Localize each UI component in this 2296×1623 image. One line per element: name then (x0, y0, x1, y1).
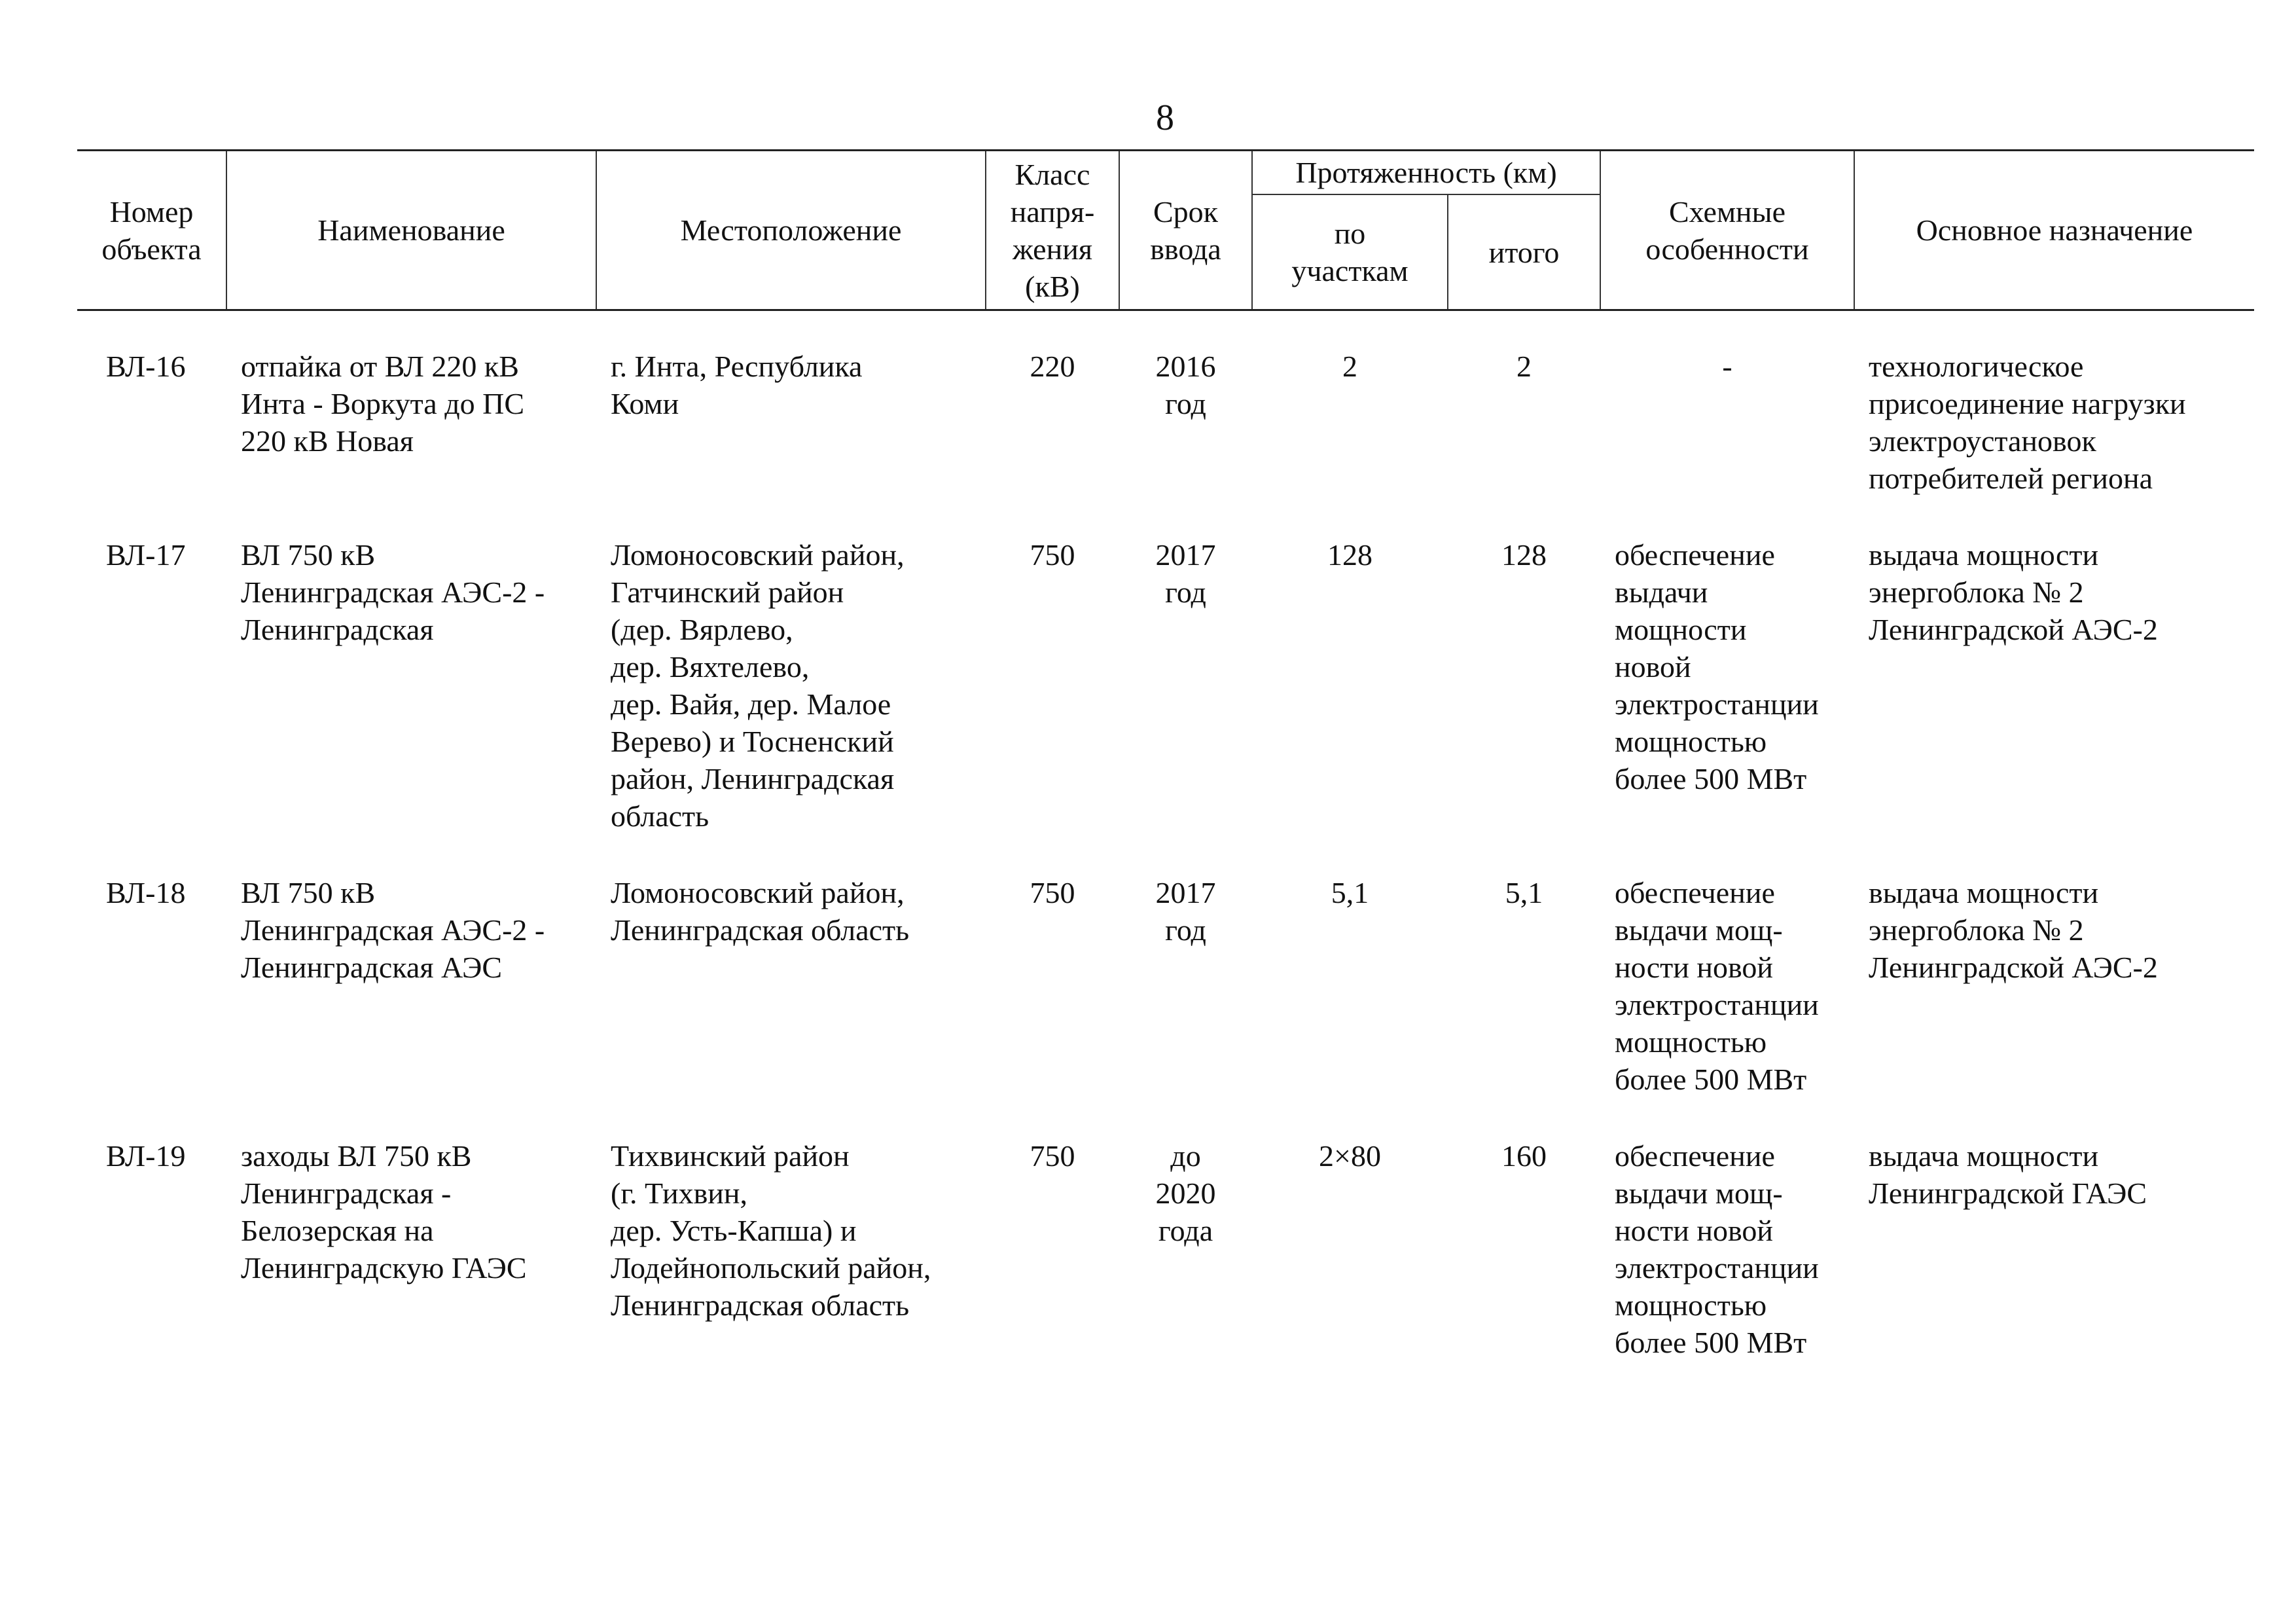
page-number: 8 (1156, 98, 1174, 138)
cell-name: заходы ВЛ 750 кВ Ленинградская - Белозерская на Ленинградскую ГАЭС (241, 1139, 527, 1285)
cell-purpose: выдача мощности энергоблока № 2 Ленинградской АЭС-2 (1869, 876, 2158, 984)
header-location: Местоположение (596, 151, 986, 310)
cell-commissioning: до 2020 года (1155, 1139, 1216, 1247)
cell-location: г. Инта, Республика Коми (611, 350, 863, 420)
cell-length-total: 2 (1516, 350, 1532, 383)
cell-number: ВЛ-18 (106, 876, 186, 909)
cell-purpose: выдача мощности Ленинградской ГАЭС (1869, 1139, 2147, 1210)
cell-number: ВЛ-16 (106, 350, 186, 383)
cell-purpose: выдача мощности энергоблока № 2 Ленинградской АЭС-2 (1869, 538, 2158, 646)
cell-name: ВЛ 750 кВ Ленинградская АЭС-2 - Ленинградская (241, 538, 545, 646)
table-row (77, 1098, 2254, 1361)
table-row (77, 497, 2254, 835)
header-scheme: Схемные особенности (1600, 151, 1854, 310)
header-purpose: Основное назначение (1854, 151, 2254, 310)
cell-scheme: обеспечение выдачи мощ- ности новой электростанции мощностью более 500 МВт (1615, 1139, 1819, 1359)
cell-length-sections: 128 (1327, 538, 1372, 572)
power-lines-table (77, 149, 2254, 1361)
header-name: Наименование (226, 151, 596, 310)
cell-location: Ломоносовский район, Ленинградская область (611, 876, 910, 947)
cell-length-total: 5,1 (1505, 876, 1543, 909)
table-row (77, 310, 2254, 498)
header-length-total: итого (1448, 194, 1600, 310)
cell-length-total: 128 (1501, 538, 1547, 572)
cell-name: ВЛ 750 кВ Ленинградская АЭС-2 - Ленинградская АЭС (241, 876, 545, 984)
cell-voltage: 750 (1030, 876, 1075, 909)
cell-commissioning: 2017 год (1155, 876, 1216, 947)
cell-location: Тихвинский район (г. Тихвин, дер. Усть-Капша) и Лодейнопольский район, Ленинградская область (611, 1139, 931, 1322)
cell-scheme: обеспечение выдачи мощ- ности новой электростанции мощностью более 500 МВт (1615, 876, 1819, 1096)
header-length-sections: по участкам (1252, 194, 1448, 310)
cell-length-total: 160 (1501, 1139, 1547, 1173)
cell-length-sections: 2×80 (1319, 1139, 1381, 1173)
cell-location: Ломоносовский район, Гатчинский район (дер. Вярлево, дер. Вяхтелево, дер. Вайя, дер. Малое Верево) и Тосненский район, Ленинградская область (611, 538, 905, 833)
cell-number: ВЛ-19 (106, 1139, 186, 1173)
cell-name: отпайка от ВЛ 220 кВ Инта - Воркута до ПС 220 кВ Новая (241, 350, 525, 458)
table-header (77, 151, 2254, 310)
header-voltage: Класс напря- жения (кВ) (986, 151, 1119, 310)
cell-purpose: технологическое присоединение нагрузки электроустановок потребителей региона (1869, 350, 2186, 495)
header-number: Номер объекта (77, 151, 226, 310)
cell-voltage: 750 (1030, 538, 1075, 572)
cell-number: ВЛ-17 (106, 538, 186, 572)
cell-length-sections: 2 (1342, 350, 1357, 383)
cell-voltage: 220 (1030, 350, 1075, 383)
cell-scheme: - (1722, 350, 1732, 383)
table-row (77, 835, 2254, 1098)
cell-voltage: 750 (1030, 1139, 1075, 1173)
cell-commissioning: 2016 год (1155, 350, 1216, 420)
header-length-group: Протяженность (км) (1252, 151, 1600, 195)
header-commissioning: Срок ввода (1119, 151, 1252, 310)
cell-scheme: обеспечение выдачи мощности новой электростанции мощностью более 500 МВт (1615, 538, 1819, 795)
cell-commissioning: 2017 год (1155, 538, 1216, 609)
cell-length-sections: 5,1 (1331, 876, 1369, 909)
